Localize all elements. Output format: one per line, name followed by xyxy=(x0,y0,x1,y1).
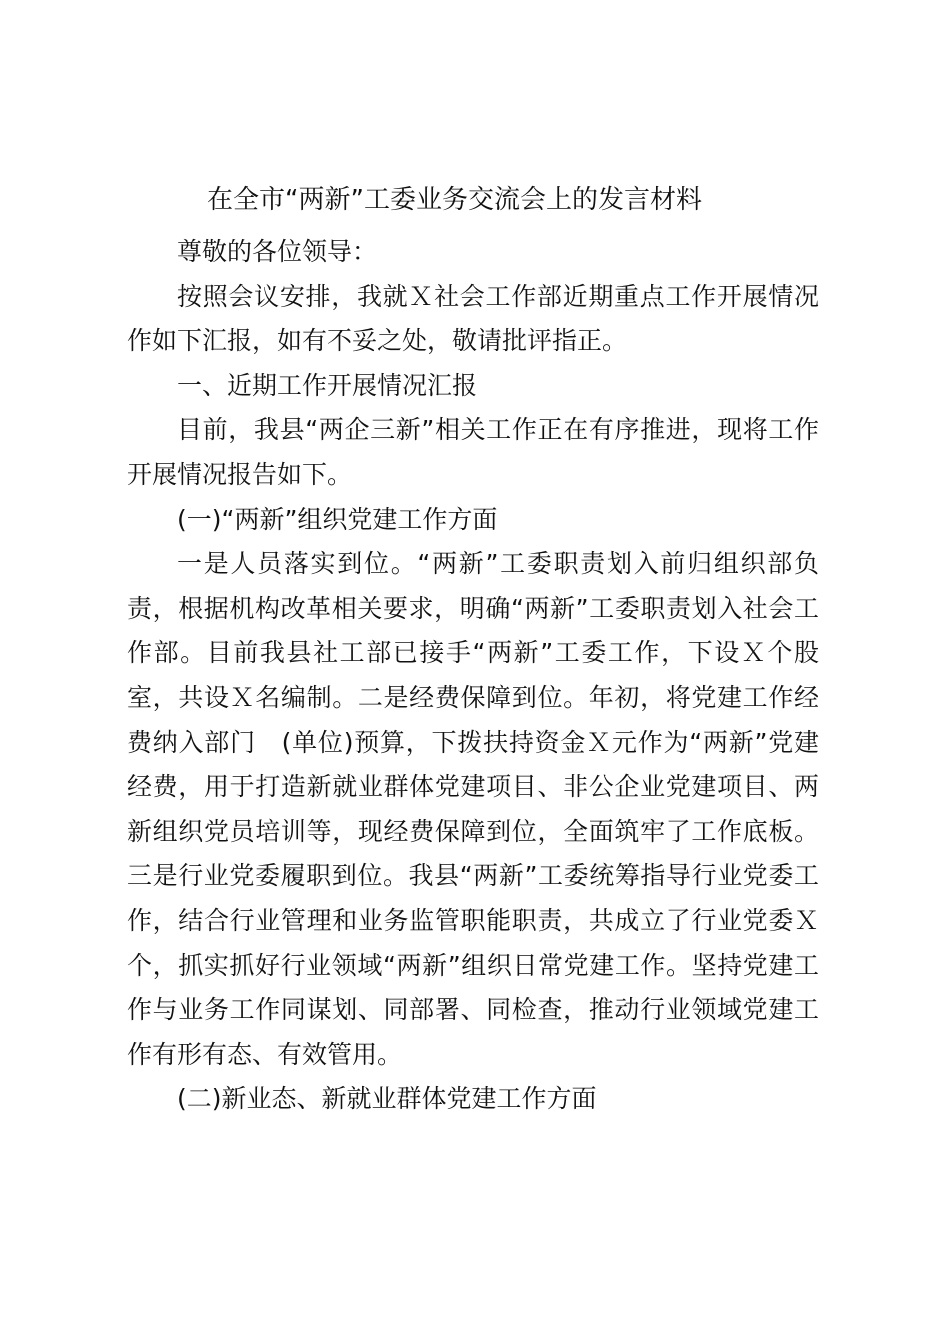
section-heading-1: 一、近期工作开展情况汇报 xyxy=(177,370,478,400)
subsection-heading-2: (二)新业态、新就业群体党建工作方面 xyxy=(177,1084,597,1114)
subsection-1-paragraph: 一是人员落实到位。“两新”工委职责划入前归组织部负责，根据机构改革相关要求，明确“两新”工委职责划入社会工作部。目前我县社工部已接手“两新”工委工作，下设Ｘ个股室，共设Ｘ名编制。二是经费保障到位。年初，将党建工作经费纳入部门 (单位)预算，下拨扶持资金Ｘ元作为“两新”党建经费，用于打造新就业群体党建项目、非公企业党建项目、两新组织党员培训等，现经费保障到位，全面筑牢了工作底板。三是行业党委履职到位。我县“两新”工委统筹指导行业党委工作，结合行业管理和业务监管职能职责，共成立了行业党委Ｘ个，抓实抓好行业领域“两新”组织日常党建工作。坚持党建工作与业务工作同谋划、同部署、同检查，推动行业领域党建工作有形有态、有效管用。 xyxy=(127,549,819,1069)
intro-paragraph: 按照会议安排，我就Ｘ社会工作部近期重点工作开展情况作如下汇报，如有不妥之处，敬请批评指正。 xyxy=(127,281,819,356)
section-1-intro-paragraph: 目前，我县“两企三新”相关工作正在有序推进，现将工作开展情况报告如下。 xyxy=(127,415,819,489)
subsection-heading-1: (一)“两新”组织党建工作方面 xyxy=(177,504,498,534)
document-title: 在全市“两新”工委业务交流会上的发言材料 xyxy=(207,185,702,215)
salutation: 尊敬的各位领导： xyxy=(177,237,378,266)
document-body xyxy=(127,178,819,1122)
